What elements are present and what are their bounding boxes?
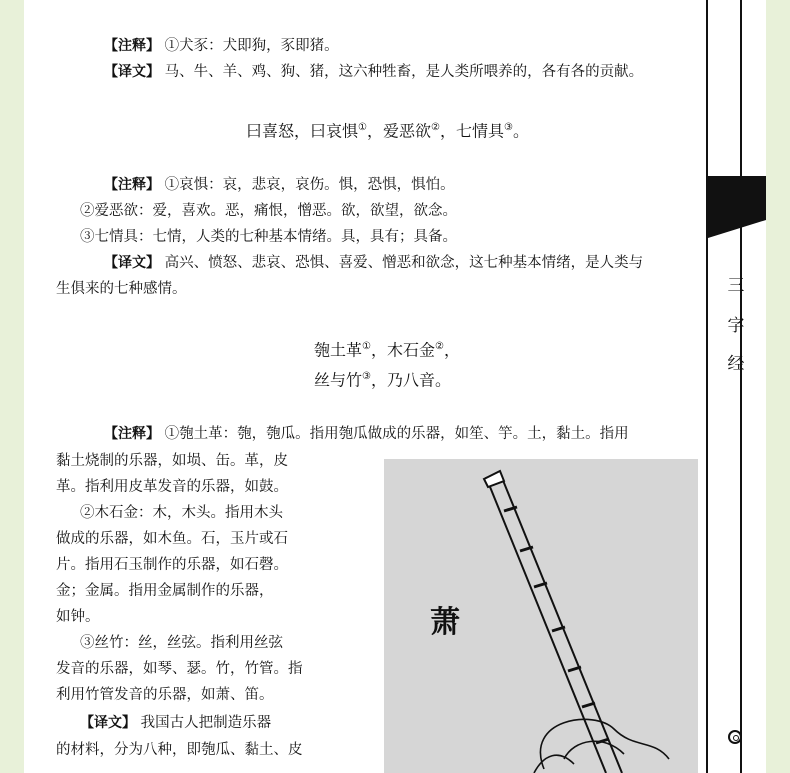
verse-text: ，七情具 (439, 121, 504, 141)
note-text: 做成的乐器，如木鱼。石，玉片或石 (56, 531, 288, 547)
translation-text: 马、牛、羊、鸡、狗、猪，这六种牲畜，是人类所喂养的，各有各的贡献。 (164, 64, 644, 80)
verse-1 (246, 117, 529, 142)
note-text: ③七情具：七情，人类的七种基本情绪。具，具有；具备。 (80, 229, 457, 245)
chapter-tab-slant (708, 198, 766, 238)
note-line-5 (104, 424, 629, 444)
note-line-10 (56, 555, 288, 575)
translation-line-4 (80, 713, 271, 733)
margin-rule-inner (740, 0, 742, 773)
note-line-6 (56, 451, 288, 471)
translation-text: 我国古人把制造乐器 (140, 715, 272, 731)
book-page (24, 0, 766, 773)
translation-text: 高兴、愤怒、悲哀、恐惧、喜爱、憎恶和欲念，这七种基本情绪，是人类与 (164, 255, 644, 271)
note-line-12 (56, 607, 100, 627)
note-text: ②爱恶欲：爱，喜欢。恶，痛恨，憎恶。欲，欲望，欲念。 (80, 203, 457, 219)
note-text: 黏土烧制的乐器，如埙、缶。革，皮 (56, 453, 288, 469)
side-title-char: 字 (727, 316, 745, 336)
note-tag: 【注释】 (104, 38, 160, 54)
note-line-1 (104, 36, 339, 56)
verse-text: 曰喜怒，曰哀惧 (246, 121, 359, 141)
side-title-char: 三 (727, 276, 745, 296)
note-text: 金；金属。指用金属制作的乐器， (56, 583, 274, 599)
note-line-3 (80, 201, 457, 221)
verse-text: ，乃八音。 (370, 370, 451, 390)
translation-text: 生俱来的七种感情。 (56, 281, 187, 297)
verse-text: ， (443, 340, 460, 360)
translation-text: 的材料，分为八种，即匏瓜、黏土、皮 (56, 742, 303, 758)
note-line-7 (56, 477, 288, 497)
note-line-11 (56, 581, 274, 601)
translation-tag: 【译文】 (104, 255, 160, 271)
translation-line-2 (104, 253, 643, 273)
verse-text: 丝与竹 (314, 370, 363, 390)
verse-text: 匏土革 (314, 340, 363, 360)
note-line-15 (56, 685, 274, 705)
footnote-mark: ① (358, 122, 367, 133)
verse-text: ，木石金 (370, 340, 435, 360)
note-text: 如钟。 (56, 609, 100, 625)
note-tag: 【注释】 (104, 177, 160, 193)
note-text: ③丝竹：丝，丝弦。指利用丝弦 (80, 635, 283, 651)
side-title-char: 经 (727, 354, 745, 374)
footnote-mark: ③ (503, 122, 513, 133)
translation-line-1 (104, 62, 643, 82)
note-text: ①犬豕：犬即狗，豕即猪。 (164, 38, 339, 54)
illustration-label: 萧 (430, 605, 460, 640)
note-line-14 (56, 659, 303, 679)
page-circle-icon (728, 730, 742, 744)
translation-tag: 【译文】 (80, 715, 136, 731)
note-text: 利用竹管发音的乐器，如萧、笛。 (56, 687, 274, 703)
note-text: 片。指用石玉制作的乐器，如石磬。 (56, 557, 288, 573)
translation-line-3 (56, 279, 187, 299)
translation-line-5 (56, 740, 303, 760)
margin-rule (706, 0, 708, 773)
note-line-8 (80, 503, 283, 523)
footnote-mark: ③ (362, 371, 371, 382)
footnote-mark: ② (431, 122, 440, 133)
translation-tag: 【译文】 (104, 64, 160, 80)
flute-illustration (384, 459, 698, 773)
verse-2-line-2 (314, 366, 451, 391)
verse-text: 。 (512, 121, 529, 141)
verse-2-line-1 (314, 336, 460, 361)
footnote-mark: ② (435, 341, 444, 352)
note-text: ②木石金：木，木头。指用木头 (80, 505, 283, 521)
note-tag: 【注释】 (104, 426, 160, 442)
note-text: ①匏土革：匏，匏瓜。指用匏瓜做成的乐器，如笙、竽。土，黏土。指用 (164, 426, 629, 442)
note-line-2 (104, 175, 455, 195)
note-text: ①哀惧：哀，悲哀，哀伤。惧，恐惧，惧怕。 (164, 177, 455, 193)
note-line-13 (80, 633, 283, 653)
note-line-9 (56, 529, 288, 549)
footnote-mark: ① (362, 341, 371, 352)
note-text: 革。指利用皮革发音的乐器，如鼓。 (56, 479, 288, 495)
note-text: 发音的乐器，如琴、瑟。竹，竹管。指 (56, 661, 303, 677)
verse-text: ，爱恶欲 (366, 121, 431, 141)
note-line-4 (80, 227, 457, 247)
